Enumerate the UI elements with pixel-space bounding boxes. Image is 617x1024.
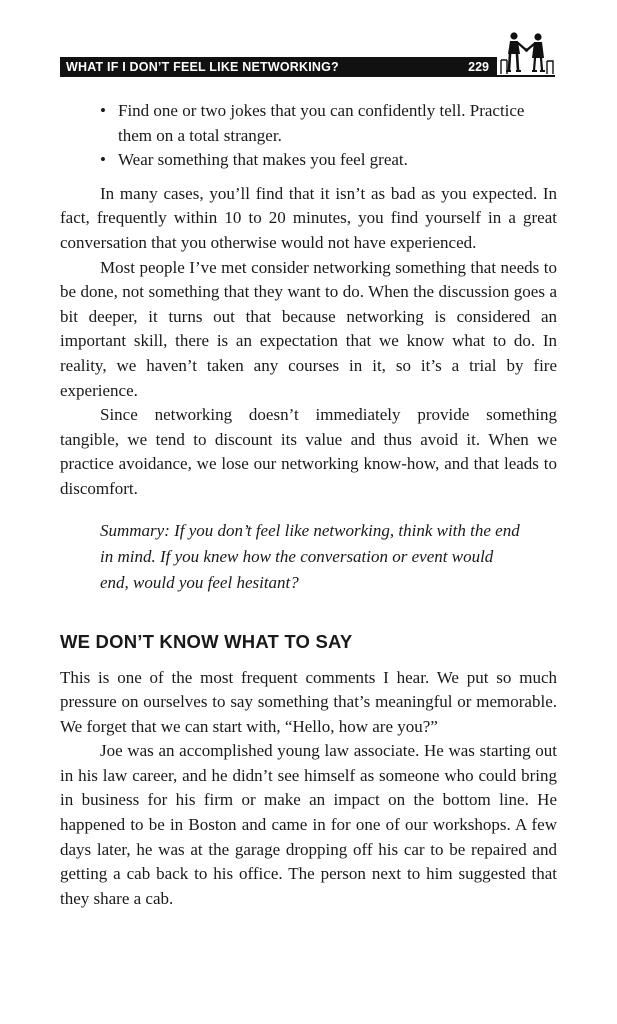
tip-text: Wear something that makes you feel great.: [118, 150, 408, 170]
running-header-title: WHAT IF I DON’T FEEL LIKE NETWORKING?: [66, 60, 339, 74]
body-paragraph: In many cases, you’ll find that it isn’t as bad as you expected. In fact, frequently within 10 to 20 minutes, you find yourself in a great conversation that you otherwise would not have experienced.: [60, 183, 557, 252]
body-paragraph: Joe was an accomplished young law associate. He was starting out in his law career, and he didn’t see himself as someone who could bring in business for his firm or make an impact on the bottom line. He happened to be in Boston and came in for one of our workshops. A few days later, he was at the garage dropping off his car to be repaired and getting a cab back to his office. The person next to him suggested that they share a cab.: [60, 741, 557, 908]
tip-item: [100, 99, 557, 148]
bullet-icon: •: [100, 150, 106, 170]
bullet-icon: •: [100, 101, 106, 120]
tip-text: Find one or two jokes that you can confidently tell. Practice them on a total stranger.: [118, 101, 525, 145]
tip-item: [100, 148, 557, 173]
page-body: [60, 99, 557, 911]
summary-text: Summary: If you don’t feel like networking, think with the end in mind. If you knew how the conversation or event would end, would you feel hesitant?: [100, 520, 520, 592]
handshake-icon: [497, 30, 555, 76]
body-paragraph: Most people I’ve met consider networking something that needs to be done, not something that they want to do. When the discussion goes a bit deeper, it turns out that because networking is considered an important skill, there is an expectation that we know what to do. In reality, we haven’t taken any courses in it, so it’s a trial by fire experience.: [60, 257, 557, 400]
page-number: 229: [468, 60, 489, 74]
body-paragraph: This is one of the most frequent comments I hear. We put so much pressure on ourselves to say something that’s meaningful or memorable. We forget that we can start with, “Hello, how are you?”: [60, 667, 557, 736]
summary-block: [60, 518, 557, 596]
body-paragraph: Since networking doesn’t immediately provide something tangible, we tend to discount its value and thus avoid it. When we practice avoidance, we lose our networking know-how, and that leads to discomfort.: [60, 405, 557, 498]
tip-list: [60, 99, 557, 173]
running-header: [60, 57, 497, 77]
section-heading: WE DON’T KNOW WHAT TO SAY: [60, 630, 353, 652]
